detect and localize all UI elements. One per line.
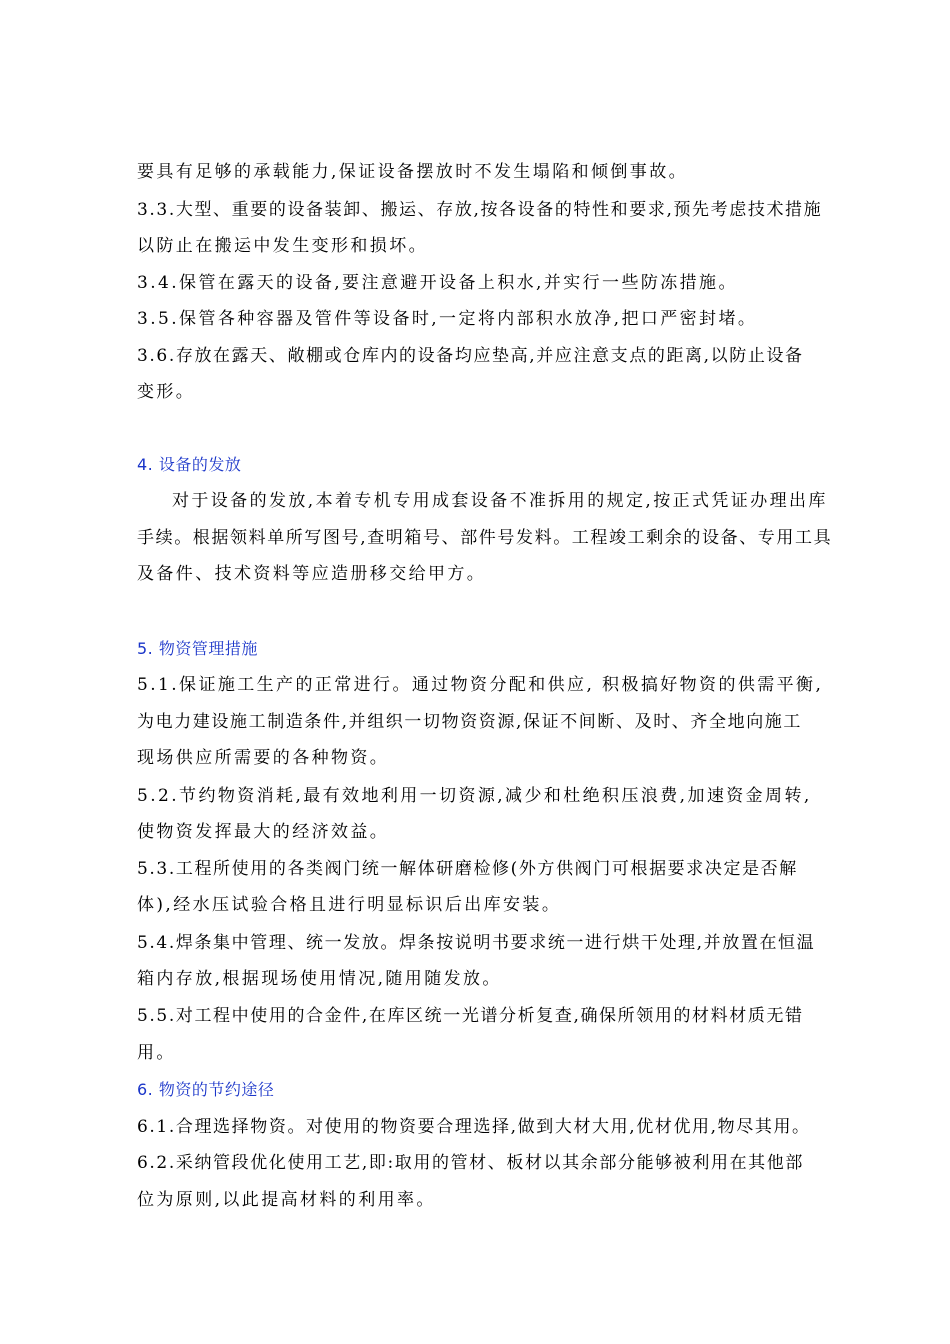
s5-line-2: 为电力建设施工制造条件,并组织一切物资资源,保证不间断、及时、齐全地向施工 bbox=[137, 712, 803, 732]
s3-line-1: 要具有足够的承载能力,保证设备摆放时不发生塌陷和倾倒事故。 bbox=[137, 162, 689, 182]
s3-line-2: 3.3.大型、重要的设备装卸、搬运、存放,按各设备的特性和要求,预先考虑技术措施 bbox=[137, 200, 823, 220]
s3-line-4: 3.4.保管在露天的设备,要注意避开设备上积水,并实行一些防冻措施。 bbox=[137, 273, 738, 293]
s5-line-4: 5.2.节约物资消耗,最有效地利用一切资源,减少和杜绝积压浪费,加速资金周转, bbox=[137, 786, 812, 806]
s5-line-11: 用。 bbox=[137, 1043, 176, 1063]
s6-line-1: 6.1.合理选择物资。对使用的物资要合理选择,做到大材大用,优材优用,物尽其用。 bbox=[137, 1117, 811, 1137]
s3-line-5: 3.5.保管各种容器及管件等设备时,一定将内部积水放净,把口严密封堵。 bbox=[137, 309, 758, 329]
s3-line-6: 3.6.存放在露天、敞棚或仓库内的设备均应垫高,并应注意支点的距离,以防止设备 bbox=[137, 346, 804, 366]
section-heading-4: 4. 设备的发放 bbox=[137, 455, 242, 474]
s3-line-3: 以防止在搬运中发生变形和损坏。 bbox=[137, 236, 428, 256]
s5-line-10: 5.5.对工程中使用的合金件,在库区统一光谱分析复查,确保所领用的材料材质无错 bbox=[137, 1006, 804, 1026]
s4-line-1: 对于设备的发放,本着专机专用成套设备不准拆用的规定,按正式凭证办理出库 bbox=[172, 491, 828, 511]
s5-line-9: 箱内存放,根据现场使用情况,随用随发放。 bbox=[137, 969, 502, 989]
s5-line-6: 5.3.工程所使用的各类阀门统一解体研磨检修(外方供阀门可根据要求决定是否解 bbox=[137, 859, 798, 879]
s5-line-8: 5.4.焊条集中管理、统一发放。焊条按说明书要求统一进行烘干处理,并放置在恒温 bbox=[137, 933, 816, 953]
s5-line-7: 体),经水压试验合格且进行明显标识后出库安装。 bbox=[137, 895, 562, 915]
s6-line-3: 位为原则,以此提高材料的利用率。 bbox=[137, 1190, 436, 1210]
s4-line-3: 及备件、技术资料等应造册移交给甲方。 bbox=[137, 564, 487, 584]
s5-line-3: 现场供应所需要的各种物资。 bbox=[137, 748, 390, 768]
s6-line-2: 6.2.采纳管段优化使用工艺,即:取用的管材、板材以其余部分能够被利用在其他部 bbox=[137, 1153, 804, 1173]
s5-line-5: 使物资发挥最大的经济效益。 bbox=[137, 822, 390, 842]
s4-line-2: 手续。根据领料单所写图号,查明箱号、部件号发料。工程竣工剩余的设备、专用工具 bbox=[137, 528, 833, 548]
section-heading-5: 5. 物资管理措施 bbox=[137, 639, 258, 658]
s3-line-7: 变形。 bbox=[137, 382, 196, 402]
section-heading-6: 6. 物资的节约途径 bbox=[137, 1080, 275, 1099]
s5-line-1: 5.1.保证施工生产的正常进行。通过物资分配和供应, 积极搞好物资的供需平衡, bbox=[137, 675, 824, 695]
